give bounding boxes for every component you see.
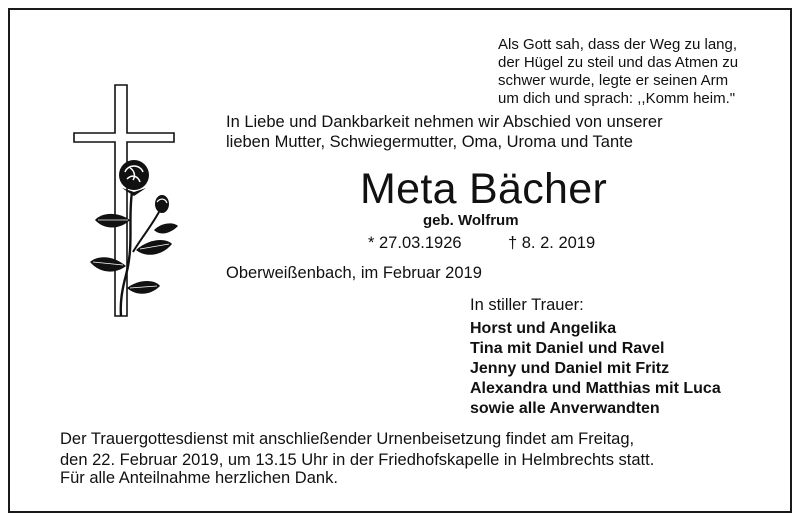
mourner-item: Horst und Angelika	[470, 320, 617, 337]
cross-with-rose-icon	[70, 80, 185, 320]
birth-date: * 27.03.1926	[368, 234, 462, 252]
obituary-notice	[8, 8, 792, 513]
mourners-list	[470, 319, 721, 419]
mourner-item: Alexandra und Matthias mit Luca	[470, 380, 721, 397]
poem-line: der Hügel zu steil und das Atmen zu	[498, 54, 739, 71]
intro-text	[226, 112, 663, 152]
poem	[498, 36, 738, 108]
thanks-text: Für alle Anteilnahme herzlichen Dank.	[60, 469, 338, 487]
death-date: † 8. 2. 2019	[508, 234, 596, 252]
service-line: den 22. Februar 2019, um 13.15 Uhr in der Friedhofskapelle in Helmbrechts statt.	[60, 451, 655, 469]
service-info	[60, 429, 654, 471]
mourner-item: sowie alle Anverwandten	[470, 400, 660, 417]
place-date: Oberweißenbach, im Februar 2019	[226, 264, 482, 282]
poem-line: um dich und sprach: ,,Komm heim."	[498, 90, 736, 107]
poem-line: schwer wurde, legte er seinen Arm	[498, 72, 729, 89]
maiden-name: geb. Wolfrum	[423, 212, 519, 229]
intro-line: lieben Mutter, Schwiegermutter, Oma, Uroma und Tante	[226, 133, 633, 151]
deceased-name: Meta Bächer	[360, 165, 608, 213]
poem-line: Als Gott sah, dass der Weg zu lang,	[498, 36, 738, 53]
mourner-item: Tina mit Daniel und Ravel	[470, 340, 665, 357]
service-line: Der Trauergottesdienst mit anschließender Urnenbeisetzung findet am Freitag,	[60, 430, 635, 448]
mourner-item: Jenny und Daniel mit Fritz	[470, 360, 670, 377]
intro-line: In Liebe und Dankbarkeit nehmen wir Abschied von unserer	[226, 113, 663, 131]
mourning-label: In stiller Trauer:	[470, 296, 584, 314]
